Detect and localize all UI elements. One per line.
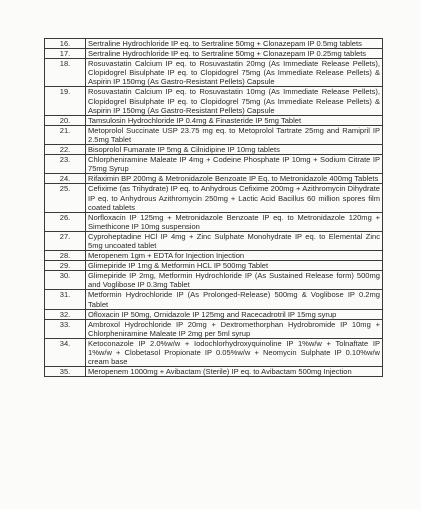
row-number: 30. [45, 271, 86, 290]
row-number: 22. [45, 145, 86, 155]
drug-combination-table [44, 38, 383, 377]
table-row [45, 231, 383, 250]
table-row [45, 290, 383, 309]
table-row [45, 39, 383, 49]
drug-description: Meropenem 1000mg + Avibactam (Sterile) IP eq. to Avibactam 500mg Injection [86, 367, 383, 377]
row-number: 16. [45, 39, 86, 49]
row-number: 32. [45, 309, 86, 319]
drug-description: Glimepiride IP 1mg & Metformin HCL IP 500mg Tablet [86, 261, 383, 271]
table-row [45, 319, 383, 338]
drug-description: Rosuvastatin Calcium IP eq. to Rosuvastatin 10mg (As Immediate Release Pellets), Clopidogrel Bisulphate IP eq. to Clopidogrel 75mg (As Immediate Release Pellets) & Aspirin IP 150mg (As Gastro-Resistant Pellets) Capsule [86, 87, 383, 115]
table-row [45, 174, 383, 184]
table-row [45, 125, 383, 144]
drug-description: Metformin Hydrochloride IP (As Prolonged-Release) 500mg & Voglibose IP 0.2mg Tablet [86, 290, 383, 309]
table-row [45, 251, 383, 261]
drug-description: Meropenem 1gm + EDTA for Injection Injection [86, 251, 383, 261]
table-row [45, 115, 383, 125]
row-number: 25. [45, 184, 86, 212]
table-row [45, 271, 383, 290]
row-number: 34. [45, 338, 86, 366]
drug-description: Bisoprolol Fumarate IP 5mg & Cilnidipine IP 10mg tablets [86, 145, 383, 155]
table-row [45, 338, 383, 366]
table-row [45, 367, 383, 377]
drug-description: Cefixime (as Trihydrate) IP eq. to Anhydrous Cefixime 200mg + Azithromycin Dihydrate IP eq. to Anhydrous Azithromycin 250mg + Lactic Acid Bacillus 60 million spores film coated tablets [86, 184, 383, 212]
table-body [45, 39, 383, 377]
drug-description: Ketoconazole IP 2.0%w/w + Iodochlorhydroxyquinoline IP 1%w/w + Tolnaftate IP 1%w/w + Clobetasol Propionate IP 0.05%w/w + Neomycin Sulphate IP 0.10%w/w cream base [86, 338, 383, 366]
row-number: 17. [45, 49, 86, 59]
drug-description: Metoprolol Succinate USP 23.75 mg eq. to Metoprolol Tartrate 25mg and Ramipril IP 2.5mg Tablet [86, 125, 383, 144]
table-row [45, 145, 383, 155]
row-number: 31. [45, 290, 86, 309]
drug-description: Tamsulosin Hydrochloride IP 0.4mg & Finasteride IP 5mg Tablet [86, 115, 383, 125]
row-number: 23. [45, 155, 86, 174]
row-number: 28. [45, 251, 86, 261]
row-number: 29. [45, 261, 86, 271]
table-row [45, 184, 383, 212]
table-row [45, 155, 383, 174]
drug-description: Ambroxol Hydrochloride IP 20mg + Dextromethorphan Hydrobromide IP 10mg + Chlorpheniramine Maleate IP 2mg per 5ml syrup [86, 319, 383, 338]
drug-description: Norfloxacin IP 125mg + Metronidazole Benzoate IP eq. to Metronidazole 120mg + Simethicone IP 10mg suspension [86, 212, 383, 231]
table-row [45, 261, 383, 271]
drug-description: Rosuvastatin Calcium IP eq. to Rosuvastatin 20mg (As Immediate Release Pellets), Clopidogrel Bisulphate IP eq. to Clopidogrel 75mg (As Immediate Release Pellets) & Aspirin IP 150mg (As Gastro-Resistant Pellets) Capsule [86, 59, 383, 87]
table-row [45, 212, 383, 231]
row-number: 35. [45, 367, 86, 377]
row-number: 24. [45, 174, 86, 184]
drug-description: Ofloxacin IP 50mg, Ornidazole IP 125mg and Racecadrotril IP 15mg syrup [86, 309, 383, 319]
drug-description: Rifaximin BP 200mg & Metronidazole Benzoate IP Eq. to Metronidazole 400mg Tablets [86, 174, 383, 184]
row-number: 21. [45, 125, 86, 144]
table-row [45, 309, 383, 319]
row-number: 18. [45, 59, 86, 87]
table-row [45, 49, 383, 59]
row-number: 33. [45, 319, 86, 338]
table-row [45, 87, 383, 115]
row-number: 26. [45, 212, 86, 231]
drug-description: Chlorpheniramine Maleate IP 4mg + Codeine Phosphate IP 10mg + Sodium Citrate IP 75mg Syrup [86, 155, 383, 174]
drug-description: Sertraline Hydrochloride IP eq. to Sertraline 50mg + Clonazepam IP 0.5mg tablets [86, 39, 383, 49]
drug-description: Sertraline Hydrochloride IP eq. to Sertraline 50mg + Clonazepam IP 0.25mg tablets [86, 49, 383, 59]
row-number: 27. [45, 231, 86, 250]
drug-description: Glimepiride IP 2mg, Metformin Hydrochloride IP (As Sustained Release form) 500mg and Voglibose IP 0.3mg Tablet [86, 271, 383, 290]
drug-description: Cyproheptadine HCl IP 4mg + Zinc Sulphate Monohydrate IP eq. to Elemental Zinc 5mg uncoated tablet [86, 231, 383, 250]
row-number: 20. [45, 115, 86, 125]
row-number: 19. [45, 87, 86, 115]
table-row [45, 59, 383, 87]
